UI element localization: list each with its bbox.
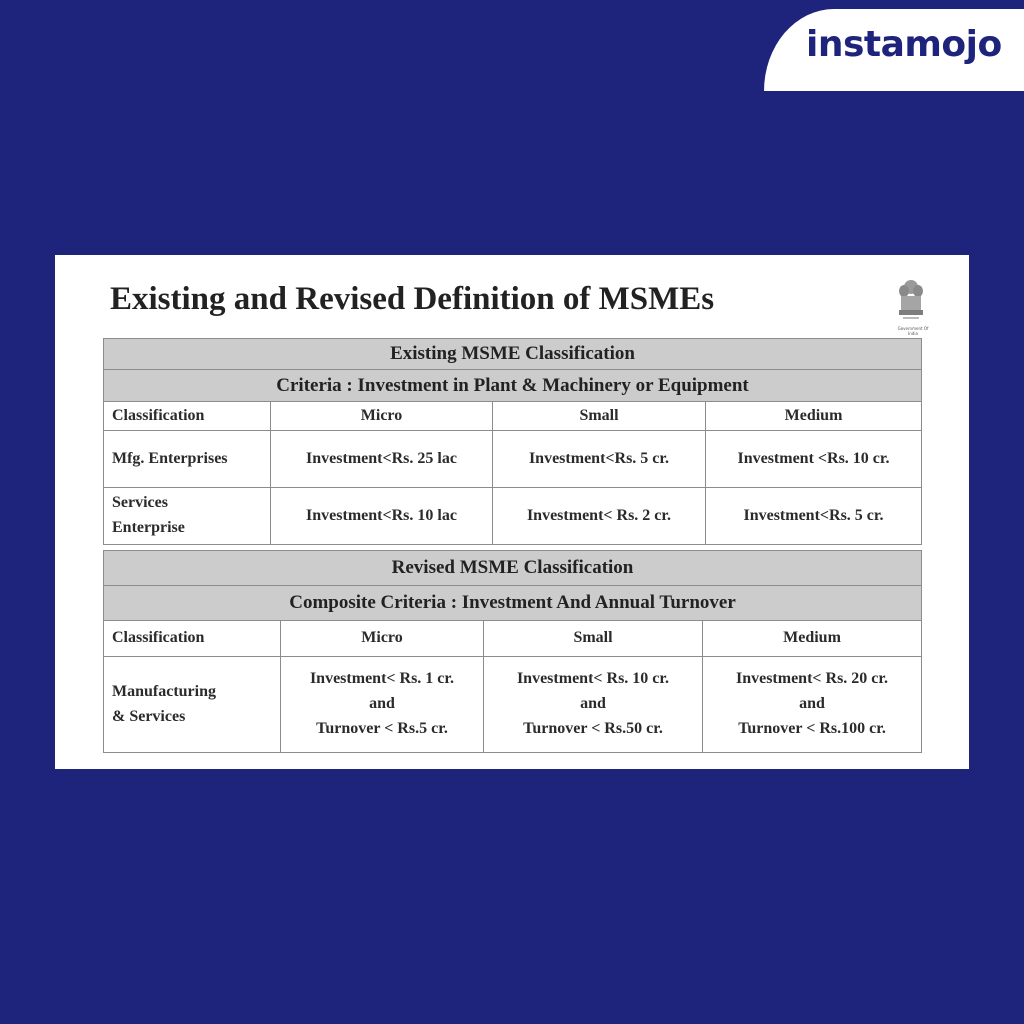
brand-logo-tab (764, 9, 1024, 91)
cell-services-small: Investment< Rs. 2 cr. (493, 488, 706, 545)
column-header-micro: Micro (271, 402, 493, 431)
row-label-services: Services Enterprise (104, 488, 271, 545)
national-emblem-icon (893, 277, 929, 333)
row-label-manufacturing-services: Manufacturing & Services (104, 657, 281, 753)
cell-mfg-medium: Investment <Rs. 10 cr. (706, 431, 922, 488)
cell-services-medium: Investment<Rs. 5 cr. (706, 488, 922, 545)
column-header-classification: Classification (104, 621, 281, 657)
revised-criteria: Composite Criteria : Investment And Annual Turnover (104, 586, 922, 621)
column-header-micro: Micro (281, 621, 484, 657)
column-header-medium: Medium (703, 621, 922, 657)
revised-classification-table (103, 550, 922, 753)
cell-services-micro: Investment<Rs. 10 lac (271, 488, 493, 545)
column-header-medium: Medium (706, 402, 922, 431)
column-header-small: Small (484, 621, 703, 657)
cell-revised-micro: Investment< Rs. 1 cr. and Turnover < Rs.5 cr. (281, 657, 484, 753)
existing-criteria: Criteria : Investment in Plant & Machinery or Equipment (104, 370, 922, 402)
cell-mfg-small: Investment<Rs. 5 cr. (493, 431, 706, 488)
cell-mfg-micro: Investment<Rs. 25 lac (271, 431, 493, 488)
msme-slide (55, 255, 969, 769)
brand-logo: instamojo (806, 24, 1002, 65)
column-header-small: Small (493, 402, 706, 431)
existing-classification-table (103, 338, 922, 545)
emblem-caption: Government Of India (897, 326, 929, 336)
slide-title: Existing and Revised Definition of MSMEs (110, 281, 715, 317)
row-label-mfg: Mfg. Enterprises (104, 431, 271, 488)
column-header-classification: Classification (104, 402, 271, 431)
cell-revised-medium: Investment< Rs. 20 cr. and Turnover < Rs.100 cr. (703, 657, 922, 753)
cell-revised-small: Investment< Rs. 10 cr. and Turnover < Rs.50 cr. (484, 657, 703, 753)
revised-header: Revised MSME Classification (104, 551, 922, 586)
existing-header: Existing MSME Classification (104, 339, 922, 370)
